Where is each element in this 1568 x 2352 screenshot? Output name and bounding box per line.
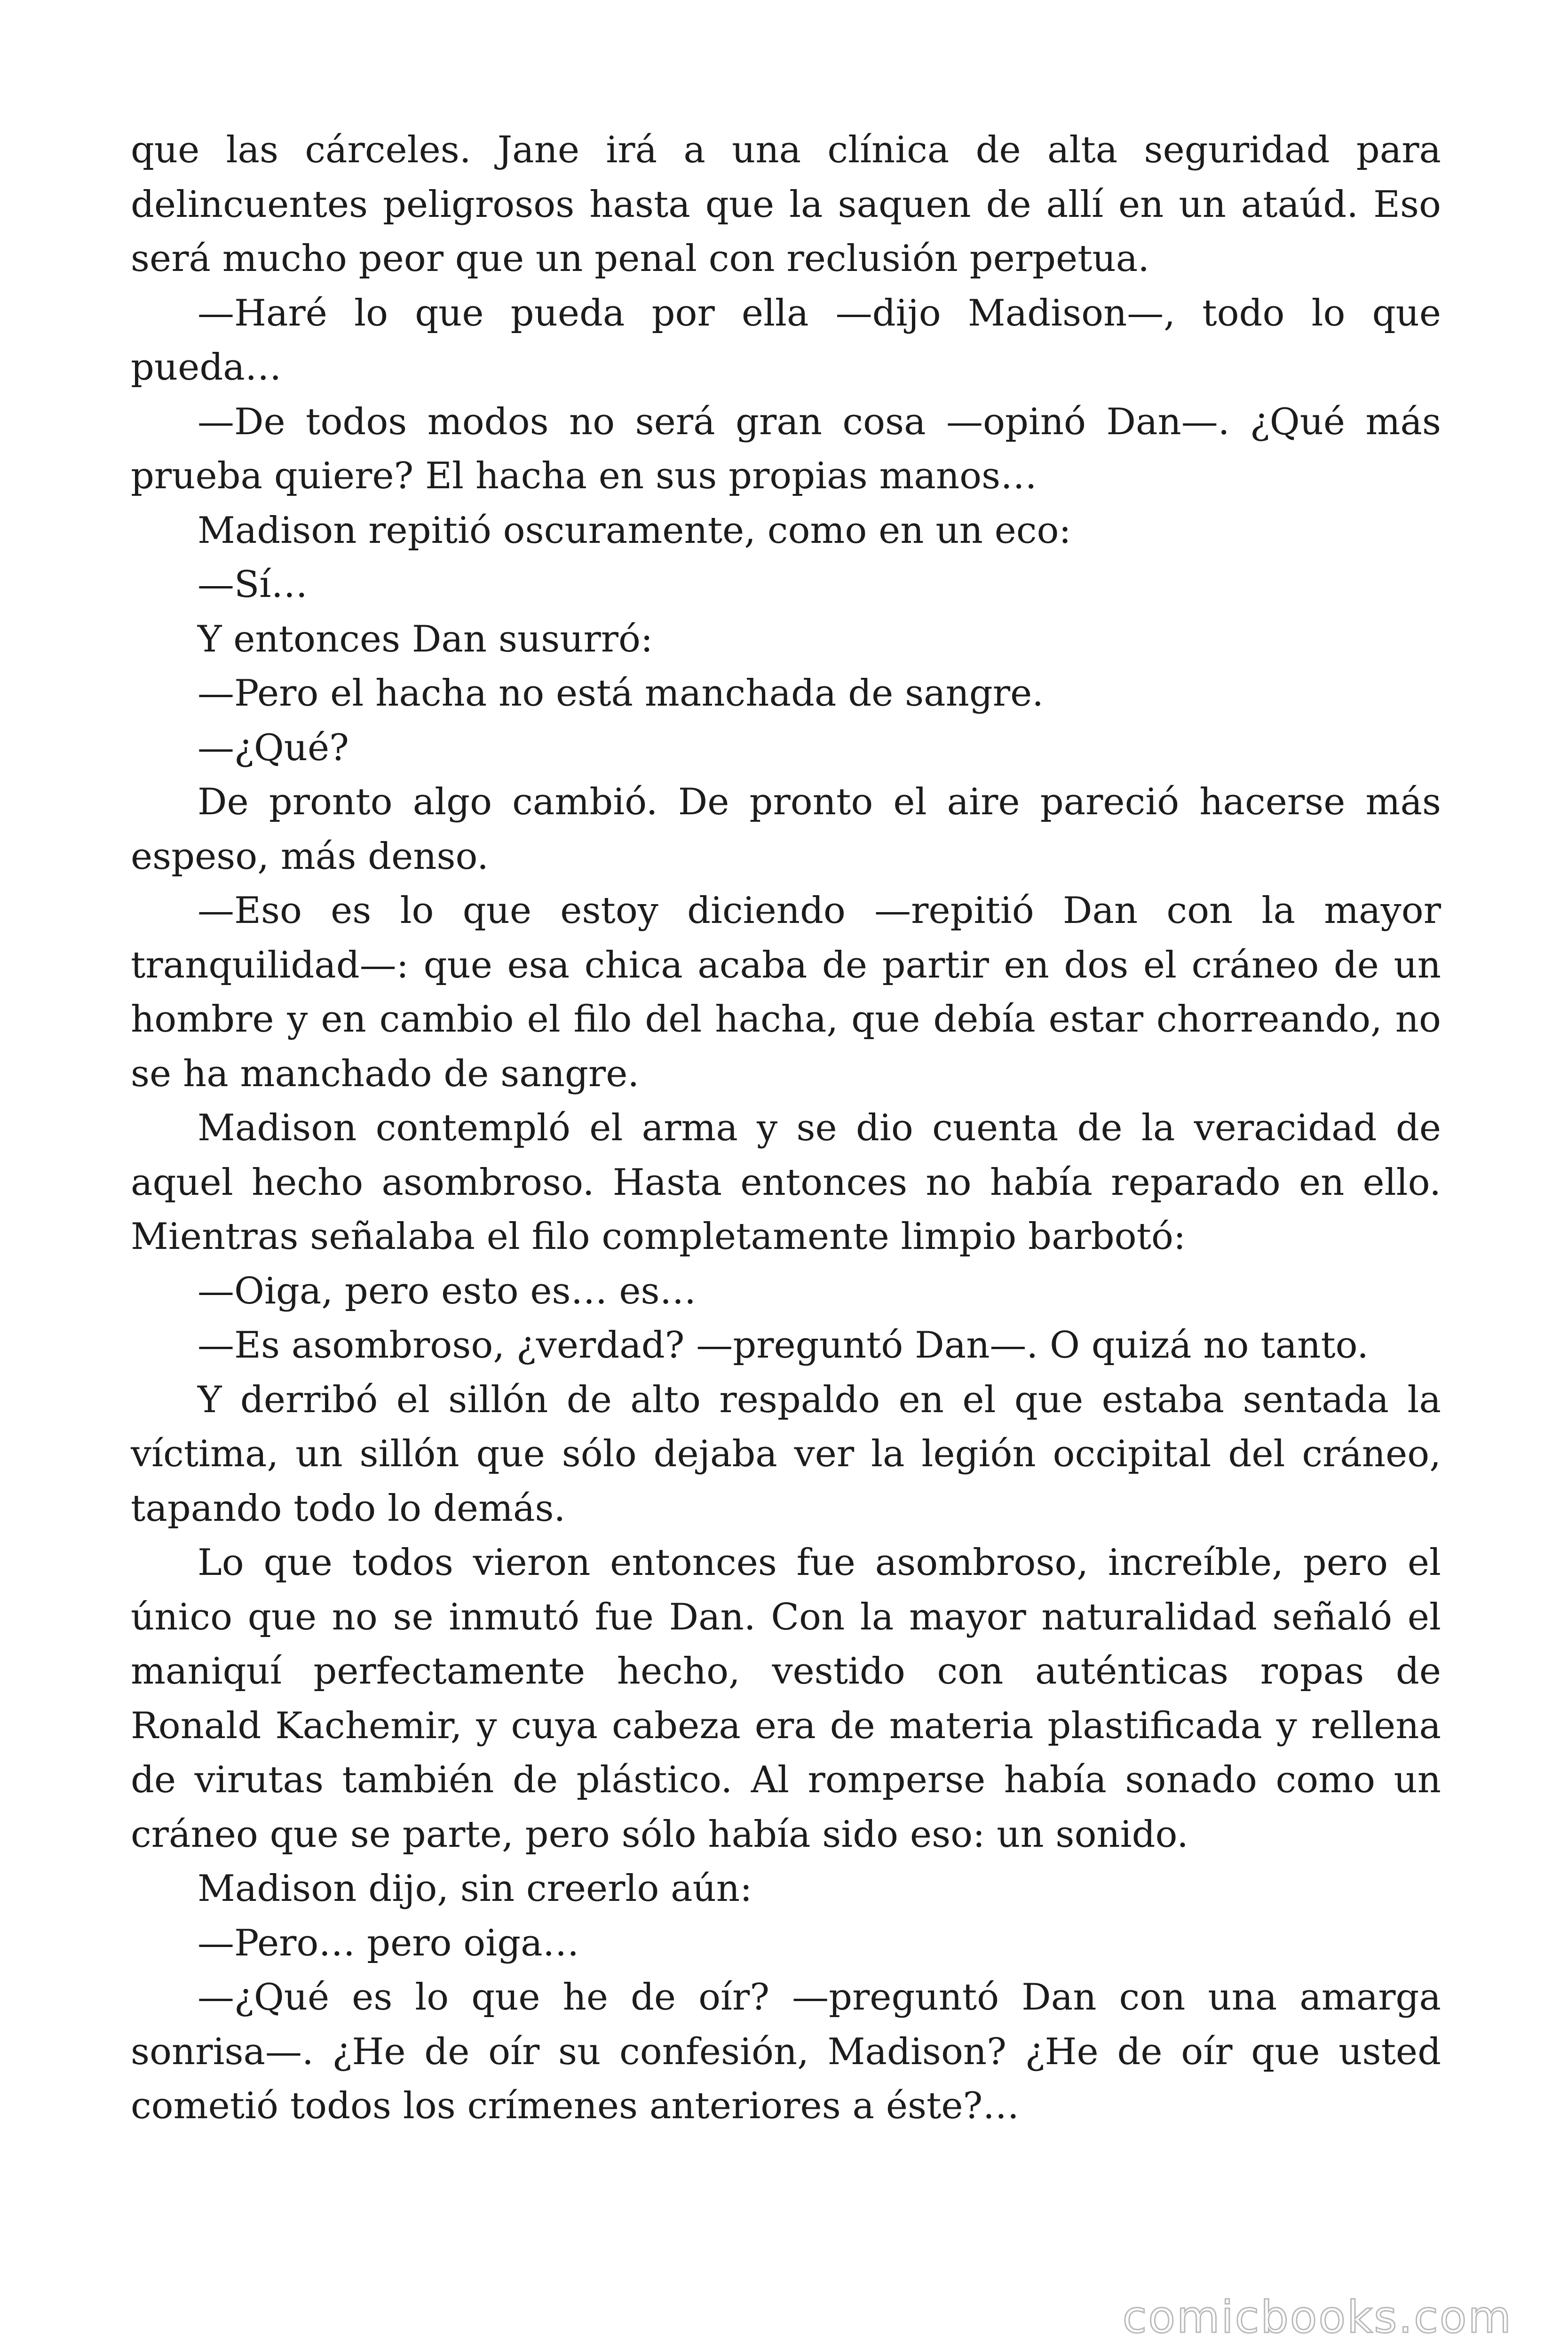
paragraph: De pronto algo cambió. De pronto el aire pareció hacerse más espeso, más denso. (131, 781, 1441, 878)
page-body (131, 123, 1441, 2134)
paragraph: Lo que todos vieron entonces fue asombroso, increíble, pero el único que no se inmutó fue Dan. Con la mayor naturalidad señaló el maniquí perfectamente hecho, vestido con auténticas ropas de Ronald Kachemir, y cuya cabeza era de materia plastificada y rellena de virutas también de plástico. Al romperse había sonado como un cráneo que se parte, pero sólo había sido eso: un sonido. (131, 1542, 1441, 1856)
paragraph: —Pero… pero oiga… (198, 1922, 579, 1964)
paragraph: —Pero el hacha no está manchada de sangre. (198, 672, 1044, 715)
paragraph: Madison dijo, sin creerlo aún: (198, 1867, 752, 1910)
watermark: comicbooks.com (1122, 2292, 1513, 2343)
paragraph: Madison contempló el arma y se dio cuenta de la veracidad de aquel hecho asombroso. Hasta entonces no había reparado en ello. Mientras señalaba el filo completamente limpio barbotó: (131, 1107, 1441, 1258)
paragraph: —Sí… (198, 564, 308, 606)
paragraph: Madison repitió oscuramente, como en un eco: (198, 509, 1071, 552)
paragraph: que las cárceles. Jane irá a una clínica de alta seguridad para delincuentes peligrosos hasta que la saquen de allí en un ataúd. Eso será mucho peor que un penal con reclusión perpetua. (131, 129, 1441, 280)
paragraph: Y entonces Dan susurró: (198, 618, 653, 660)
paragraph: Y derribó el sillón de alto respaldo en el que estaba sentada la víctima, un sillón que sólo dejaba ver la legión occipital del cráneo, tapando todo lo demás. (131, 1378, 1441, 1530)
paragraph: —Oiga, pero esto es… es… (198, 1270, 697, 1312)
paragraph: —Es asombroso, ¿verdad? —preguntó Dan—. O quizá no tanto. (198, 1324, 1369, 1367)
paragraph: —¿Qué es lo que he de oír? —preguntó Dan con una amarga sonrisa—. ¿He de oír su confesión, Madison? ¿He de oír que usted cometió todos los crímenes anteriores a éste?… (131, 1976, 1441, 2127)
paragraph: —De todos modos no será gran cosa —opinó Dan—. ¿Qué más prueba quiere? El hacha en sus propias manos… (131, 400, 1441, 497)
paragraph: —¿Qué? (198, 726, 349, 769)
paragraph: —Haré lo que pueda por ella —dijo Madison—, todo lo que pueda… (131, 292, 1441, 389)
paragraph: —Eso es lo que estoy diciendo —repitió Dan con la mayor tranquilidad—: que esa chica acaba de partir en dos el cráneo de un hombre y en cambio el filo del hacha, que debía estar chorreando, no se ha manchado de sangre. (131, 890, 1441, 1095)
